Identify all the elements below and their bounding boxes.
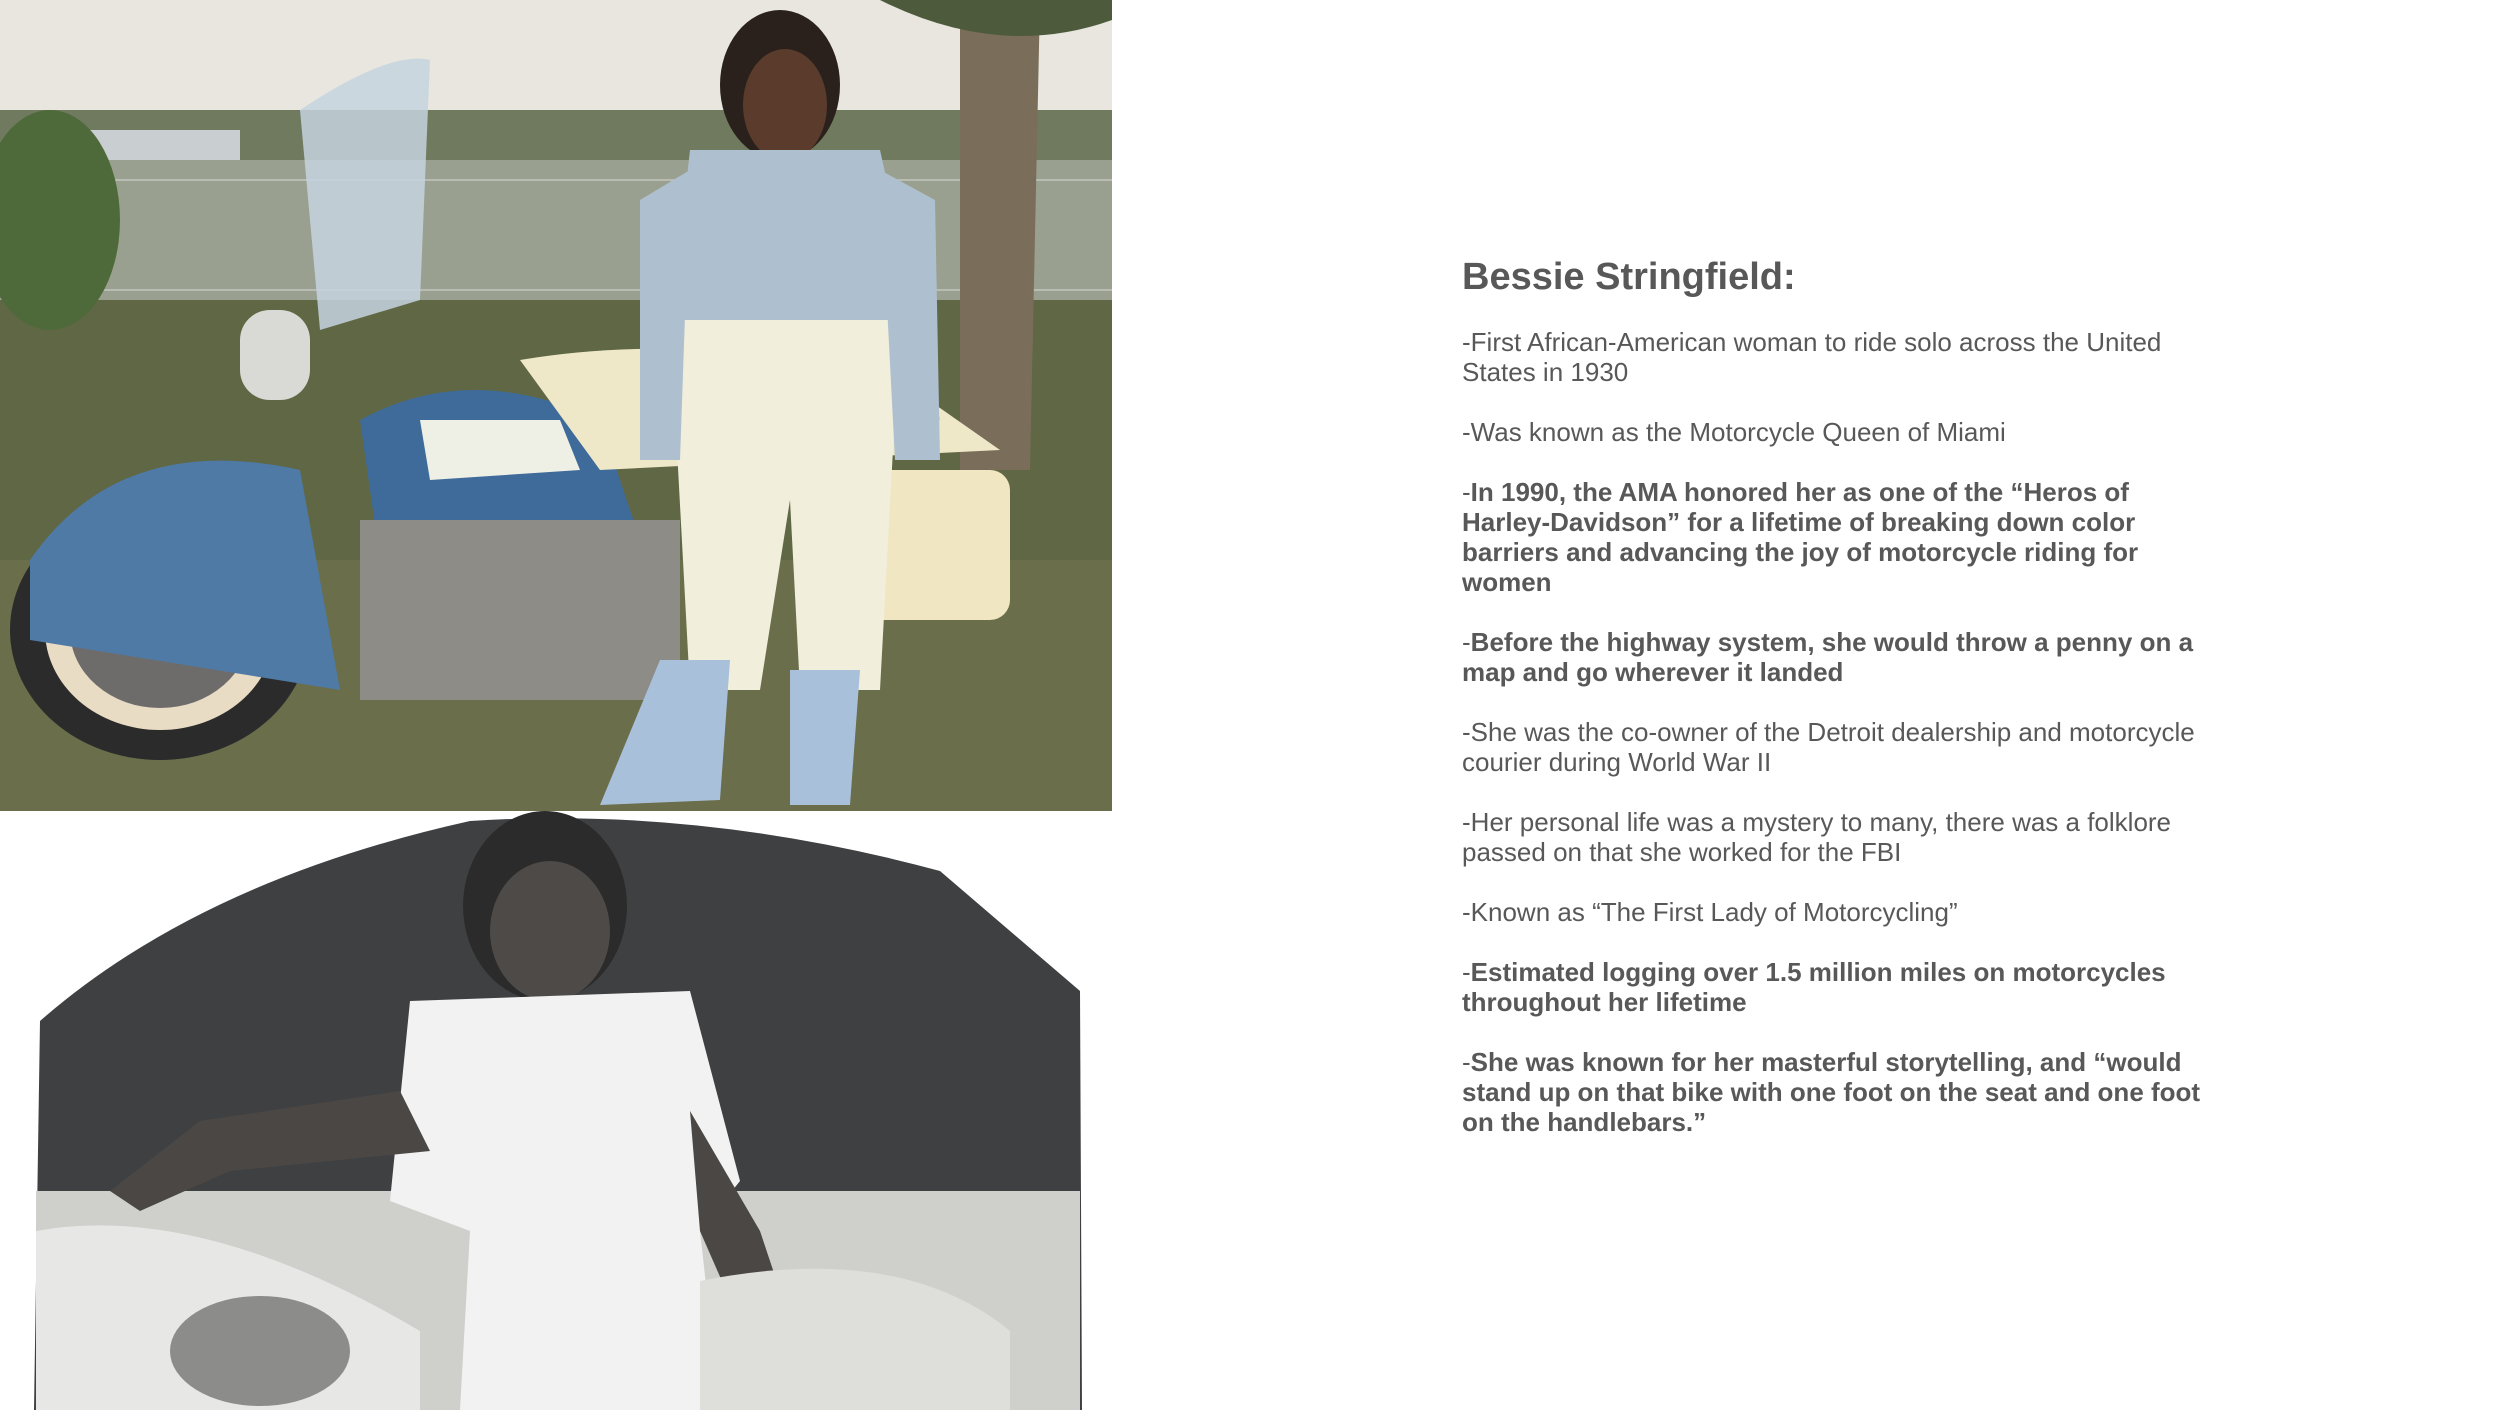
fact-list <box>1462 327 2202 1137</box>
fact-text: She was known for her masterful storytelling, and “would stand up on that bike with one foot on the seat and one foot on the handlebars.” <box>1462 1046 2201 1137</box>
color-photo-illustration <box>0 0 1112 811</box>
fact-dash: - <box>1462 626 1471 657</box>
fact-dash: - <box>1462 896 1471 927</box>
fact-text: Known as “The First Lady of Motorcycling” <box>1470 896 1958 927</box>
fact-item-2 <box>1462 417 2202 447</box>
photo-woman-with-motorcycle <box>0 0 1112 811</box>
fact-item-6 <box>1462 807 2202 867</box>
fact-item-3 <box>1462 477 2202 597</box>
fact-text: Was known as the Motorcycle Queen of Miami <box>1470 416 2006 447</box>
fact-item-5 <box>1462 717 2202 777</box>
bw-photo-illustration <box>0 811 1112 1410</box>
fact-dash: - <box>1462 476 1471 507</box>
fact-text: Before the highway system, she would throw a penny on a map and go wherever it landed <box>1462 626 2194 687</box>
fact-dash: - <box>1462 1046 1471 1077</box>
fact-item-9 <box>1462 1047 2202 1137</box>
fact-dash: - <box>1462 416 1471 447</box>
fact-text: First African-American woman to ride solo across the United States in 1930 <box>1462 326 2162 387</box>
fact-item-8 <box>1462 957 2202 1017</box>
fact-item-4 <box>1462 627 2202 687</box>
fact-dash: - <box>1462 716 1471 747</box>
fact-item-7 <box>1462 897 2202 927</box>
fact-text: Estimated logging over 1.5 million miles on motorcycles throughout her lifetime <box>1462 956 2166 1017</box>
fact-dash: - <box>1462 806 1471 837</box>
fact-item-1 <box>1462 327 2202 387</box>
fact-text: She was the co-owner of the Detroit dealership and motorcycle courier during World War II <box>1462 716 2195 777</box>
fact-dash: - <box>1462 956 1471 987</box>
text-panel <box>1462 255 2202 1167</box>
fact-text: Her personal life was a mystery to many, there was a folklore passed on that she worked for the FBI <box>1462 806 2172 867</box>
fact-dash: - <box>1462 326 1471 357</box>
fact-text: In 1990, the AMA honored her as one of the “Heros of Harley-Davidson” for a lifetime of breaking down color barriers and advancing the joy of motorcycle riding for women <box>1462 476 2139 597</box>
slide-title: Bessie Stringfield: <box>1462 256 1796 298</box>
photo-woman-on-motorcycle <box>0 811 1112 1410</box>
